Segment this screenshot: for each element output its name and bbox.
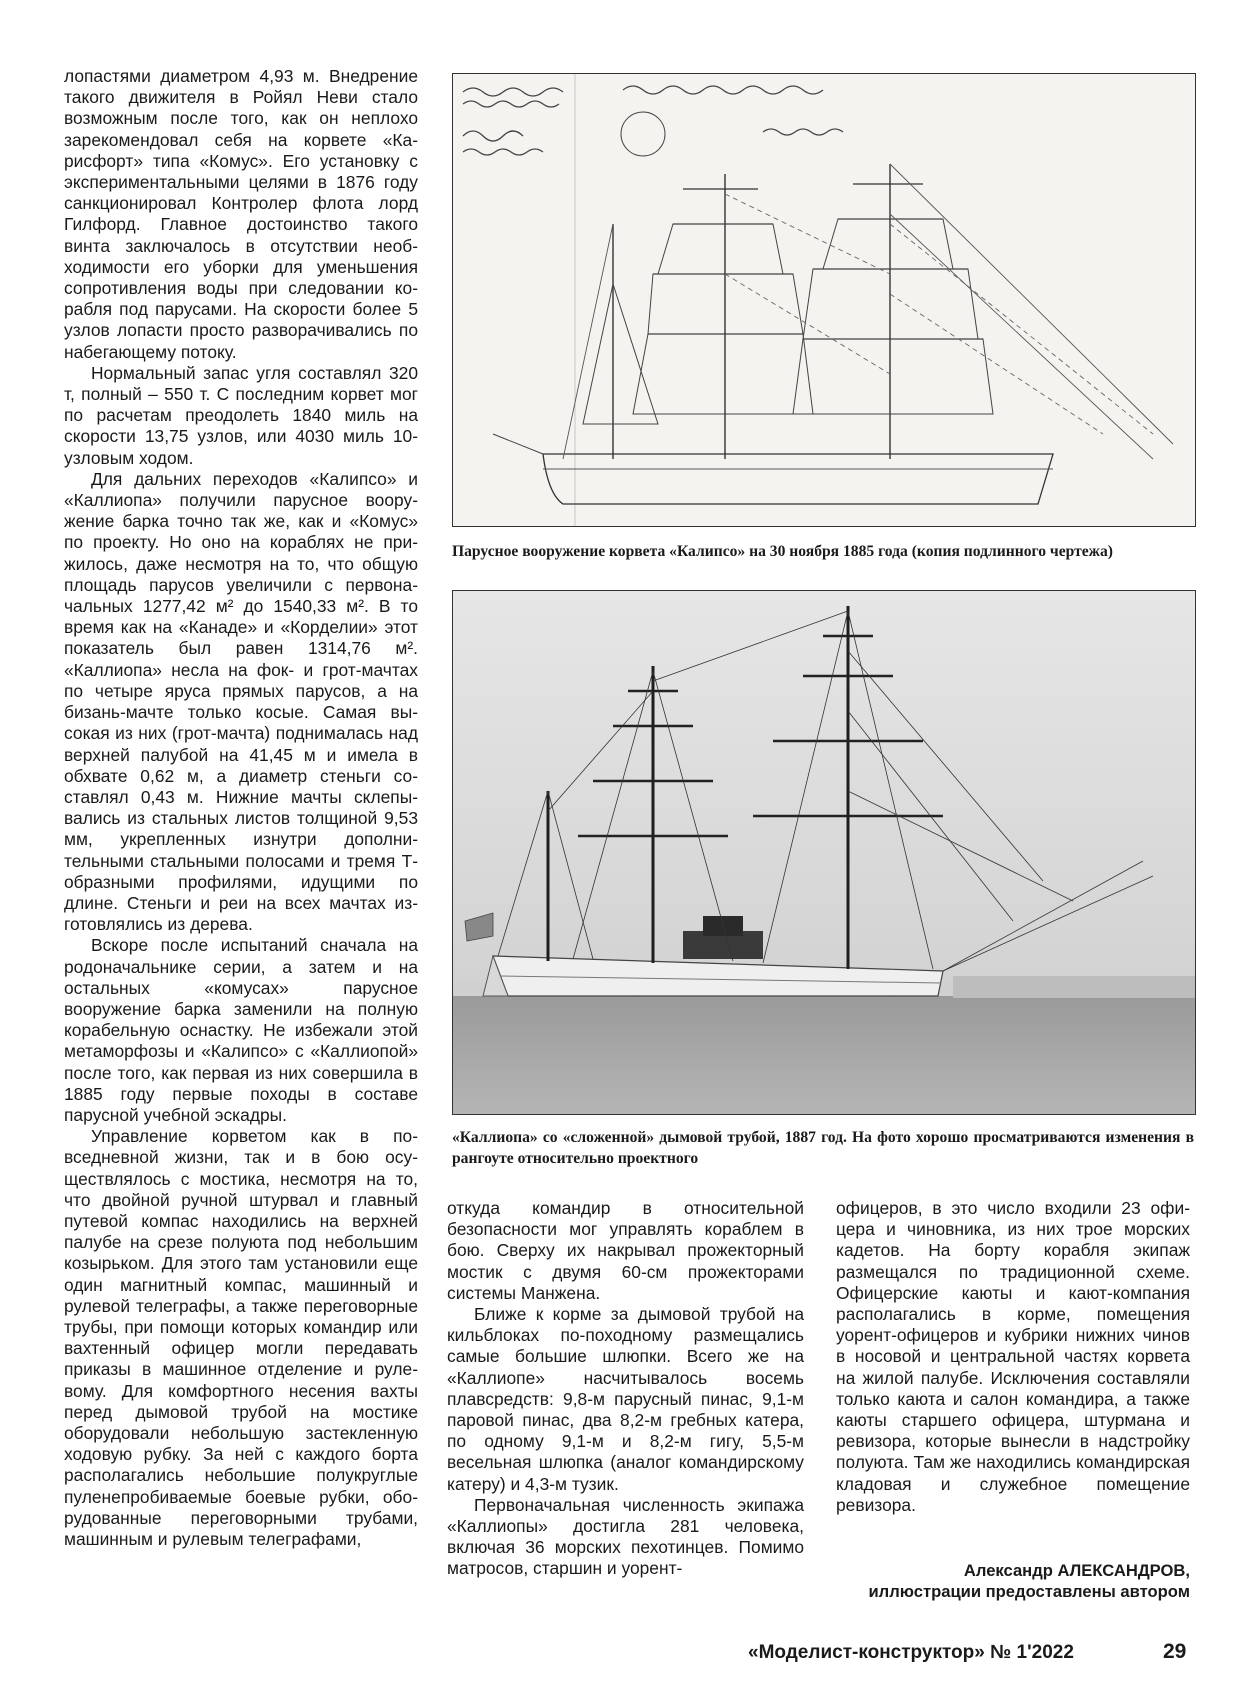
paragraph: откуда командир в относительной безопасности мог управлять кораблем в бою. Сверху их накрывал прожекторный мостик с двумя 60-см прожекторами системы Манжена. (447, 1198, 804, 1303)
paragraph: Первоначальная численность экипажа «Каллиопы» достигла 281 человека, включая 36 морских пехотинцев. Помимо матросов, старшин и уорент- (447, 1494, 804, 1579)
author-credit (836, 1560, 1190, 1602)
text-column-right (836, 1198, 1190, 1516)
paragraph: Вскоре после испытаний сначала на родоначальнике серии, а затем и на остальных «комусах» парусное вооружение барка заменили на полную корабельную оснастку. Не избежали этой метаморфозы и «Калипсо» с «Каллиопой» после того, как первая из них совершила в 1885 году первые походы в составе парусной учебной эскадры. (64, 935, 418, 1125)
text-column-middle (447, 1198, 804, 1580)
paragraph: Ближе к корме за дымовой трубой на кильблоках по-походному размещались самые большие шлюпки. Всего же на «Каллиопе» насчитывалось восемь плавсредств: 9,8-м парусный пинас, 9,1-м паровой пинас, два 8,2-м гребных катера, по одному 9,1-м и 8,2-м гигу, 5,5-м весельная шлюпка (аналог командирскому катеру) и 4,3-м тузик. (447, 1304, 804, 1494)
paragraph: лопастями диаметром 4,93 м. Внедрение такого движителя в Ройял Неви стало возможным после того, как он неплохо зарекомендовал себя на корвете «Карисфорт» типа «Комус». Его установку с экспериментальными целями в 1876 году санкционировал Контролер флота лорд Гилфорд. Главное достоинство такого винта заключалось в отсутствии необходимости его уборки для уменьшения сопротивления воды при следовании корабля под парусами. На скорости более 5 узлов лопасти просто разворачивались по набегающему потоку. (64, 66, 418, 362)
magazine-footer: «Моделист-конструктор» № 1'2022 (748, 1642, 1074, 1663)
sail-plan-illustration (453, 74, 1195, 526)
paragraph: офицеров, в это число входили 23 офицера и чиновника, из них трое морских кадетов. На борту корабля экипаж размещался по традиционной схеме. Офицерские каюты и кают-компания располагались в корме, помещения уорент-офицеров и кубрики нижних чинов в носовой и центральной частях корвета на жилой палубе. Исключения составляли только каюта и салон командира, а также каюты старшего офицера, штурмана и ревизора, которые вынесли в надстройку полуюта. Там же находились командирская кладовая и служебное помещение ревизора. (836, 1198, 1190, 1515)
photo-caption: «Каллиопа» со «сложенной» дымовой трубой, 1887 год. На фото хорошо просматриваются изменения в рангоуте относительно проектного (452, 1129, 1194, 1167)
paragraph: Для дальних переходов «Калипсо» и «Каллиопа» получили парусное вооружение барка точно так же, как и «Комус» по проекту. Но оно на кораблях не прижилось, даже несмотря на то, что общую площадь парусов увеличили с первоначальных 1277,42 м² до 1540,33 м². В то время как на «Канаде» и «Корделии» этот показатель был равен 1314,76 м². «Каллиопа» несла на фок- и грот-мачтах по четыре яруса прямых парусов, а на бизань-мачте только косые. Самая высокая из них (грот-мачта) поднималась над верхней палубой на 41,45 м и имела в обхвате 0,62 м, а диаметр стеньги составлял 0,43 м. Нижние мачты склепывались из стальных листов толщиной 9,53 мм, укрепленных изнутри дополнительными стальными полосами и тремя Т-образными профилями, идущими по длине. Стеньги и реи на всех мачтах изготовлялись из дерева. (64, 468, 418, 935)
ship-photo (452, 590, 1196, 1115)
author-name: Александр АЛЕКСАНДРОВ, (963, 1561, 1190, 1580)
sail-plan-drawing (452, 73, 1196, 527)
ship-photo-illustration (453, 591, 1195, 1114)
illustration-credit: иллюстрации предоставлены автором (868, 1582, 1190, 1601)
drawing-caption: Парусное вооружение корвета «Калипсо» на 30 ноября 1885 года (копия подлинного чертежа) (452, 543, 1113, 560)
page-number: 29 (1163, 1640, 1187, 1663)
paragraph: Управление корветом как в повседневной жизни, так и в бою осуществлялось с мостика, несмотря на то, что двойной ручной штурвал и главный путевой компас находились на верхней палубе на срезе полуюта под небольшим козырьком. Для этого там установили еще один магнитный компас, машинный и рулевой телеграфы, а также переговорные трубы, при помощи которых командир или вахтенный офицер могли передавать приказы в машинное отделение и рулевому. Для комфортного несения вахты перед дымовой трубой на мостике оборудовали небольшую застекленную ходовую рубку. За ней с каждого борта располагались небольшие полукруглые пуленепробиваемые боевые рубки, оборудованные переговорными трубами, машинным и рулевым телеграфами, (64, 1126, 418, 1550)
text-column-left (64, 66, 418, 1550)
paragraph: Нормальный запас угля составлял 320 т, полный – 550 т. С последним корвет мог по расчетам преодолеть 1840 миль на скорости 13,75 узлов, или 4030 миль 10-узловым ходом. (64, 362, 418, 468)
